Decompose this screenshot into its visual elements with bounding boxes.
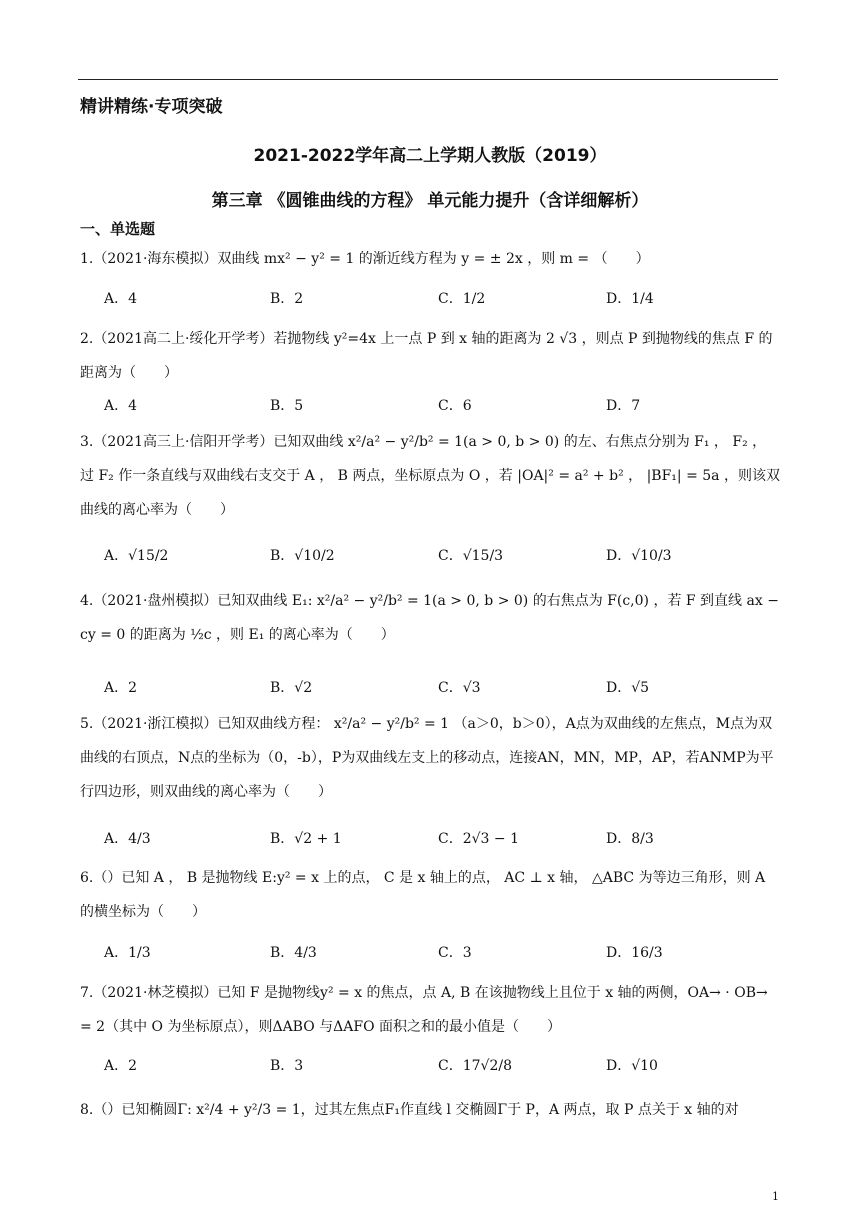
option-c: C．3 bbox=[438, 945, 472, 961]
page-header: 精讲精练·专项突破 bbox=[80, 97, 223, 117]
question-stem: 2.（2021高二上·绥化开学考）若抛物线 y²=4x 上一点 P 到 x 轴的距离为 2 √3 ，则点 P 到抛物线的焦点 F 的距离为（ ） bbox=[80, 331, 773, 381]
options-2 bbox=[104, 395, 784, 427]
question-stem: 5.（2021·浙江模拟）已知双曲线方程： x²/a² − y²/b² = 1 （a＞0，b＞0），A点为双曲线的左焦点，M点为双曲线的右顶点，N点的坐标为（0，-b），P为双曲线左支上的移动点，连接AN，MN，MP，AP，若ANMP为平行四边形，则双曲线的离心率为（ ） bbox=[80, 716, 774, 800]
page-number: 1 bbox=[772, 1190, 779, 1203]
option-a: A．2 bbox=[104, 1058, 138, 1074]
options-5 bbox=[104, 828, 784, 860]
question-6 bbox=[80, 861, 780, 929]
title-line-2: 第三章 《圆锥曲线的方程》 单元能力提升（含详细解析） bbox=[211, 191, 649, 211]
option-d: D．√10/3 bbox=[606, 548, 672, 564]
option-b: B．√10/2 bbox=[270, 548, 335, 564]
option-d: D．1/4 bbox=[606, 291, 654, 307]
option-a: A．4 bbox=[104, 291, 138, 307]
option-b: B．5 bbox=[270, 398, 304, 414]
option-d: D．√10 bbox=[606, 1058, 658, 1074]
options-6 bbox=[104, 942, 784, 974]
options-1 bbox=[104, 288, 784, 320]
option-a: A．√15/2 bbox=[104, 548, 169, 564]
option-a: A．4/3 bbox=[104, 831, 151, 847]
option-c: C．2√3 − 1 bbox=[438, 831, 519, 847]
option-d: D．8/3 bbox=[606, 831, 654, 847]
option-b: B．√2 + 1 bbox=[270, 831, 342, 847]
question-3 bbox=[80, 425, 780, 527]
option-a: A．2 bbox=[104, 680, 138, 696]
option-b: B．4/3 bbox=[270, 945, 317, 961]
section-heading: 一、单选题 bbox=[80, 220, 156, 238]
question-stem: 7.（2021·林芝模拟）已知 F 是抛物线y² = x 的焦点，点 A, B 在该抛物线上且位于 x 轴的两侧，OA→ · OB→ = 2（其中 O 为坐标原点），则ΔABO 与ΔAFO 面积之和的最小值是（ ） bbox=[80, 985, 768, 1035]
option-b: B．√2 bbox=[270, 680, 313, 696]
question-7 bbox=[80, 976, 780, 1044]
question-2 bbox=[80, 322, 780, 390]
options-3 bbox=[104, 545, 784, 577]
header-rule bbox=[78, 79, 778, 80]
question-stem: 6.（）已知 A ， B 是抛物线 E:y² = x 上的点， C 是 x 轴上的点， AC ⊥ x 轴， △ABC 为等边三角形，则 A 的横坐标为（ ） bbox=[80, 870, 766, 920]
options-4 bbox=[104, 677, 784, 709]
question-stem: 8.（）已知椭圆Γ: x²/4 + y²/3 = 1，过其左焦点F₁作直线 l 交椭圆Γ于 P，A 两点，取 P 点关于 x 轴的对 bbox=[80, 1102, 739, 1118]
option-d: D．√5 bbox=[606, 680, 650, 696]
option-a: A．4 bbox=[104, 398, 138, 414]
option-c: C．1/2 bbox=[438, 291, 486, 307]
question-stem: 3.（2021高三上·信阳开学考）已知双曲线 x²/a² − y²/b² = 1(a > 0, b > 0) 的左、右焦点分别为 F₁ ， F₂ ，过 F₂ 作一条直线与双曲线右支交于 A ， B 两点，坐标原点为 O ，若 |OA|² = a² + b² ， |BF₁| = 5a ，则该双曲线的离心率为（ ） bbox=[80, 434, 780, 518]
question-stem: 1.（2021·海东模拟）双曲线 mx² − y² = 1 的渐近线方程为 y = ± 2x ，则 m = （ ） bbox=[80, 251, 650, 267]
option-b: B．2 bbox=[270, 291, 304, 307]
option-d: D．7 bbox=[606, 398, 641, 414]
option-c: C．6 bbox=[438, 398, 472, 414]
option-d: D．16/3 bbox=[606, 945, 663, 961]
option-b: B．3 bbox=[270, 1058, 304, 1074]
question-8 bbox=[80, 1093, 780, 1127]
question-stem: 4.（2021·盘州模拟）已知双曲线 E₁: x²/a² − y²/b² = 1(a > 0, b > 0) 的右焦点为 F(c,0) ，若 F 到直线 ax − cy = 0 的距离为 ½c ，则 E₁ 的离心率为（ ） bbox=[80, 593, 779, 643]
question-1 bbox=[80, 242, 780, 276]
option-a: A．1/3 bbox=[104, 945, 151, 961]
title-line-1: 2021-2022学年高二上学期人教版（2019） bbox=[253, 146, 607, 166]
options-7 bbox=[104, 1055, 784, 1087]
option-c: C．√15/3 bbox=[438, 548, 504, 564]
option-c: C．√3 bbox=[438, 680, 481, 696]
option-c: C．17√2/8 bbox=[438, 1058, 512, 1074]
question-4 bbox=[80, 584, 780, 652]
question-5 bbox=[80, 707, 780, 809]
